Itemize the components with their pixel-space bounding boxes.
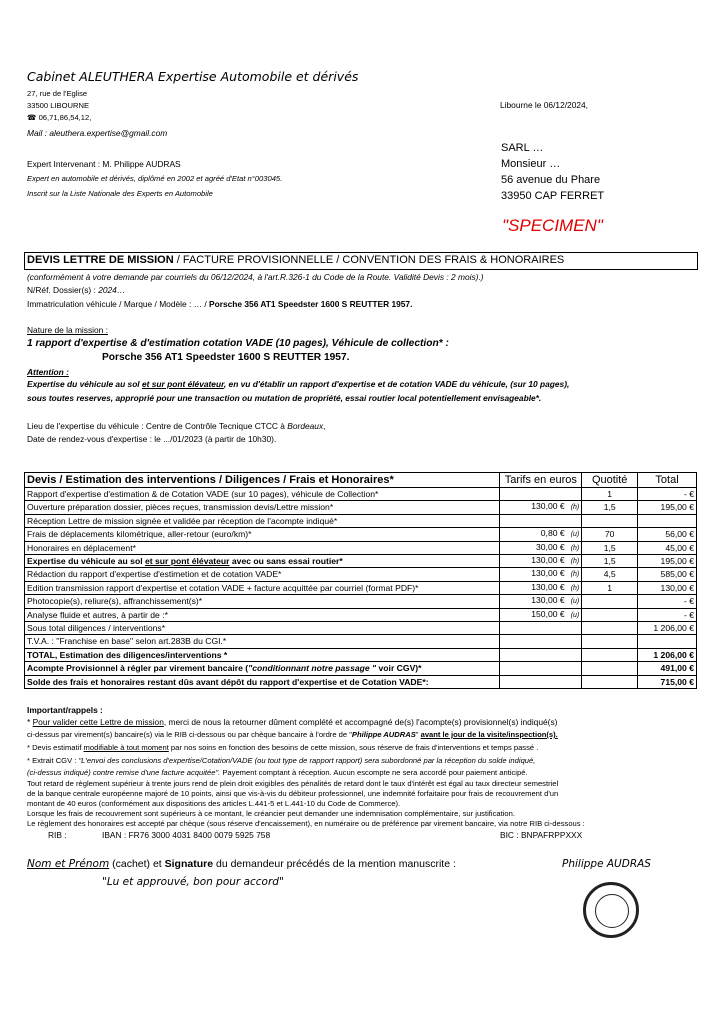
note-1-b: Pour valider cette Lettre de mission [32,717,164,727]
row-price-unit: (u) [570,531,580,539]
company-stamp [583,882,639,938]
row-price-value: 130,00 € [531,568,565,579]
note-line-9: Lorsque les frais de recouvrement sont supérieurs à ce montant, le créancier peut demander une indemnisation complémentaire, sur justification. [27,809,515,818]
table-row [25,608,697,621]
row-total [638,514,697,527]
row-description-part: Expertise du véhicule au sol [27,556,145,567]
row-quantity: 1 [582,488,638,501]
row-price [500,528,582,541]
appointment-date: Date de rendez-vous d'expertise : le .../01/2023 (à partir de 10h30). [27,434,277,444]
row-description-part: "conditionnant notre passage " [248,663,377,674]
note-line-7: de la banque centrale européenne majoré de 10 points, ainsi que vis-à-vis du débiteur professionnel, une indemnité forfaitaire pour frais de recouvrement d'un [27,789,559,798]
note-line-4 [27,756,535,765]
table-row [25,675,697,688]
row-quantity: 70 [582,528,638,541]
row-price-unit: (u) [570,611,580,619]
phone-number: ☎ 06,71,86,54,12, [27,113,92,122]
expert-description: Expert en automobile et dérivés, diplômé en 2002 et agréé d'Etat n°003045. [27,174,283,183]
row-price [500,622,582,635]
table-row [25,528,697,541]
intro-vehicle [27,299,412,309]
table-row [25,622,697,635]
signature-label: Signature [164,858,214,870]
intro-line-1: (conformément à votre demande par courriels du 06/12/2024, à l'art.R.326-1 du Code de la Route. Validité Devis : 2 mois).) [27,272,484,282]
place-date: Libourne le 06/12/2024, [500,100,589,110]
header-quantity: Quotité [582,473,638,488]
row-price [500,555,582,568]
row-total: 491,00 € [638,662,697,675]
row-price-unit: (h) [570,544,580,552]
row-quantity: 1 [582,581,638,594]
note-2-b: Philippe AUDRAS [351,730,416,739]
signature-rest: du demandeur précédés de la mention manuscrite : [213,858,456,870]
row-price [500,675,582,688]
row-price [500,662,582,675]
nature-line-1: 1 rapport d'expertise & d'estimation cotation VADE (10 pages), Véhicule de collection* : [27,338,449,349]
row-description [25,662,500,675]
row-description: Solde des frais et honoraires restant dûs avant dépôt du rapport d'expertise et de Cotation VADE*: [25,675,500,688]
row-description: TOTAL, Estimation des diligences/interventions * [25,648,500,661]
row-total: 195,00 € [638,501,697,514]
table-header-row [25,473,697,488]
row-total: - € [638,608,697,621]
note-2-a: ci-dessus par virement(s) bancaire(s) via le RIB ci-dessous ou par chèque bancaire à l'ordre de " [27,730,352,739]
recipient-line-2: Monsieur … [501,158,561,170]
table-row [25,514,697,527]
stamp-inner-ring [595,894,629,928]
row-quantity: 1,5 [582,501,638,514]
table-row [25,595,697,608]
attention-line-1 [27,379,569,389]
row-total: 1 206,00 € [638,648,697,661]
location-label: Lieu de l'expertise du véhicule : Centre de Contrôle Tecnique CTCC à [27,421,288,431]
row-quantity [582,635,638,648]
note-line-5 [27,768,528,777]
row-price-value: 130,00 € [531,595,565,606]
note-line-3 [27,743,538,752]
note-2-c: " [415,730,421,739]
row-total: 56,00 € [638,528,697,541]
row-description-part: avec ou sans essai routier* [229,556,343,567]
address-line-1: 27, rue de l'Eglise [27,89,88,98]
table-row [25,541,697,554]
company-name: Cabinet ALEUTHERA Expertise Automobile et dérivés [27,69,359,84]
row-price [500,501,582,514]
table-row [25,635,697,648]
row-price [500,595,582,608]
note-line-1 [27,717,557,727]
row-quantity [582,622,638,635]
row-price-unit: (u) [570,598,580,606]
row-price [500,635,582,648]
row-description [25,555,500,568]
row-total: 195,00 € [638,555,697,568]
row-quantity [582,595,638,608]
row-total [638,635,697,648]
header-price: Tarifs en euros [500,473,582,488]
note-3-a: * Devis estimatif [27,743,84,752]
reference-label: N/Réf. Dossier(s) : [27,285,99,295]
row-quantity: 1,5 [582,555,638,568]
row-description: Rédaction du rapport d'expertise d'estimetion et de cotation VADE* [25,568,500,581]
signature-instruction [27,858,456,870]
row-price-unit: (h) [570,571,580,579]
iban: IBAN : FR76 3000 4031 8400 0079 5925 758 [102,830,271,840]
row-price [500,581,582,594]
row-price [500,488,582,501]
note-3-b: modifiable à tout moment [83,743,169,752]
signer-name: Philippe AUDRAS [562,858,651,870]
row-price-value: 150,00 € [531,608,565,619]
table-row [25,648,697,661]
note-line-2 [27,730,558,739]
handwritten-mention: "Lu et approuvé, bon pour accord" [102,876,284,888]
row-price-value: 30,00 € [536,541,565,552]
table-row [25,501,697,514]
note-5-a: (ci-dessus indiqué) contre remise d'une facture acquitée". [27,768,221,777]
row-description: Frais de déplacements kilométrique, aller-retour (euro/km)* [25,528,500,541]
row-description: Réception Lettre de mission signée et validée par réception de l'acompte indiqué* [25,514,500,527]
table-row [25,568,697,581]
table-row [25,488,697,501]
row-price [500,568,582,581]
document-title-rest: / FACTURE PROVISIONNELLE / CONVENTION DES FRAIS & HONORAIRES [173,254,565,266]
row-quantity [582,514,638,527]
row-price [500,514,582,527]
row-description: Analyse fluide et autres, à partir de :* [25,608,500,621]
row-description-part: et sur pont élévateur [144,556,230,567]
row-total: 130,00 € [638,581,697,594]
row-quantity: 4,5 [582,568,638,581]
row-price-unit: (h) [570,558,580,566]
attention-part-c: , en vu d'établir un rapport d'expertise et de cotation VADE du véhicule, (sur 10 pages), [223,379,570,389]
row-total: 715,00 € [638,675,697,688]
row-total: 1 206,00 € [638,622,697,635]
header-description: Devis / Estimation des interventions / Diligences / Frais et Honoraires* [25,473,500,488]
attention-line-2: sous toutes reserves, approprié pour une transaction ou mutation de propriété, essai routier local potentiellement envisageable*. [27,393,542,403]
row-price-value: 130,00 € [531,555,565,566]
inspection-location [27,421,325,431]
vehicle-label: Immatriculation véhicule / Marque / Modèle : … / [27,299,209,309]
row-quantity [582,675,638,688]
table-row [25,581,697,594]
reference-value: 2024… [98,285,126,295]
recipient-line-4: 33950 CAP FERRET [501,190,605,202]
row-description-part: voir CGV)* [376,663,422,674]
intro-reference [27,285,125,295]
row-price [500,541,582,554]
row-description: Rapport d'expertise d'estimation & de Cotation VADE (sur 10 pages), véhicule de Collection* [25,488,500,501]
email-address: Mail : aleuthera.expertise@gmail.com [27,128,168,138]
row-total: - € [638,595,697,608]
attention-part-b: et sur pont élévateur [141,379,224,389]
note-line-6: Tout retard de règlement supérieur à trente jours rend de plein droit exigibles des pénalités de retard dont le taux d'intérêt est égal au taux directeur semestriel [27,779,559,788]
header-total: Total [638,473,697,488]
document-title-main: DEVIS LETTRE DE MISSION [27,254,174,266]
notes-title: Important/rappels : [27,705,103,715]
bic: BIC : BNPAFRPPXXX [500,830,583,840]
row-total: - € [638,488,697,501]
row-total: 45,00 € [638,541,697,554]
table-row [25,662,697,675]
row-quantity: 1,5 [582,541,638,554]
row-quantity [582,648,638,661]
recipient-line-3: 56 avenue du Phare [501,174,601,186]
location-suffix: , [323,421,326,431]
row-price [500,608,582,621]
rib-label: RIB : [48,830,67,840]
row-quantity [582,608,638,621]
note-4-b: "L'envoi des conclusions d'expertise/Cotation/VADE (ou tout type de rapport rapport) sera subordonné par la réception du solde indiqué, [78,756,536,765]
row-description: Photocopie(s), reliure(s), affranchissement(s)* [25,595,500,608]
note-4-a: * Extrait CGV : [27,756,79,765]
location-city: Bordeaux [287,421,324,431]
row-price [500,648,582,661]
note-line-8: montant de 40 euros (conformément aux dispositions des articles L.441-5 et L.441-10 du Code de Commerce). [27,799,401,808]
nature-label: Nature de la mission : [27,325,108,335]
estimation-table [24,472,697,689]
expert-registration: Inscrit sur la Liste Nationale des Experts en Automobile [27,189,213,198]
note-5-b: Payement comptant à réception. Aucun escompte ne sera accordé pour paiement anticipé. [220,768,528,777]
row-price-value: 0,80 € [540,528,565,539]
vehicle-value: Porsche 356 AT1 Speedster 1600 S REUTTER 1957. [209,299,413,309]
row-description: Ouverture préparation dossier, pièces reçues, transmission devis/Lettre mission* [25,501,500,514]
row-price-unit: (h) [570,584,580,592]
recipient-line-1: SARL … [501,142,544,154]
note-1-a: * [27,717,33,727]
address-line-2: 33500 LIBOURNE [27,101,90,110]
row-description: T.V.A. : "Franchise en base" selon art.283B du CGI.* [25,635,500,648]
table-row [25,555,697,568]
row-description: Honoraires en déplacement* [25,541,500,554]
row-description-part: Acompte Provisionnel à régler par virement bancaire ( [27,663,249,674]
attention-part-a: Expertise du véhicule au sol [27,379,142,389]
row-total: 585,00 € [638,568,697,581]
attention-label: Attention : [27,367,69,377]
row-description: Edition transmission rapport d'expertise et cotation VADE + facture acquittée par courriel (format PDF)* [25,581,500,594]
row-price-value: 130,00 € [531,501,565,512]
note-line-10: Le règlement des honoraires est accepté par chèque (sous réserve d'encaissement), en numéraire ou de préférence par virement bancaire, via notre RIB ci-dessous : [27,819,585,828]
row-description: Sous total diligences / interventions* [25,622,500,635]
note-3-c: par nos soins en fonction des besoins de cette mission, sous réserve de frais d'interventions et temps passé . [168,743,539,752]
row-quantity [582,662,638,675]
name-label: Nom et Prénom [27,858,110,870]
note-1-c: , merci de nous la retourner dûment complété et accompagné de(s) l'acompte(s) provisionnel(s) indiqué(s) [163,717,558,727]
document-title [27,254,564,266]
cachet-label: (cachet) et [109,858,165,870]
expert-name: Expert Intervenant : M. Philippe AUDRAS [27,159,181,169]
specimen-label: "SPECIMEN" [502,216,603,235]
row-price-value: 130,00 € [531,581,565,592]
note-2-d: avant le jour de la visite/inspection(s). [420,730,558,739]
nature-line-2: Porsche 356 AT1 Speedster 1600 S REUTTER 1957. [102,352,350,363]
row-price-unit: (h) [570,504,580,512]
